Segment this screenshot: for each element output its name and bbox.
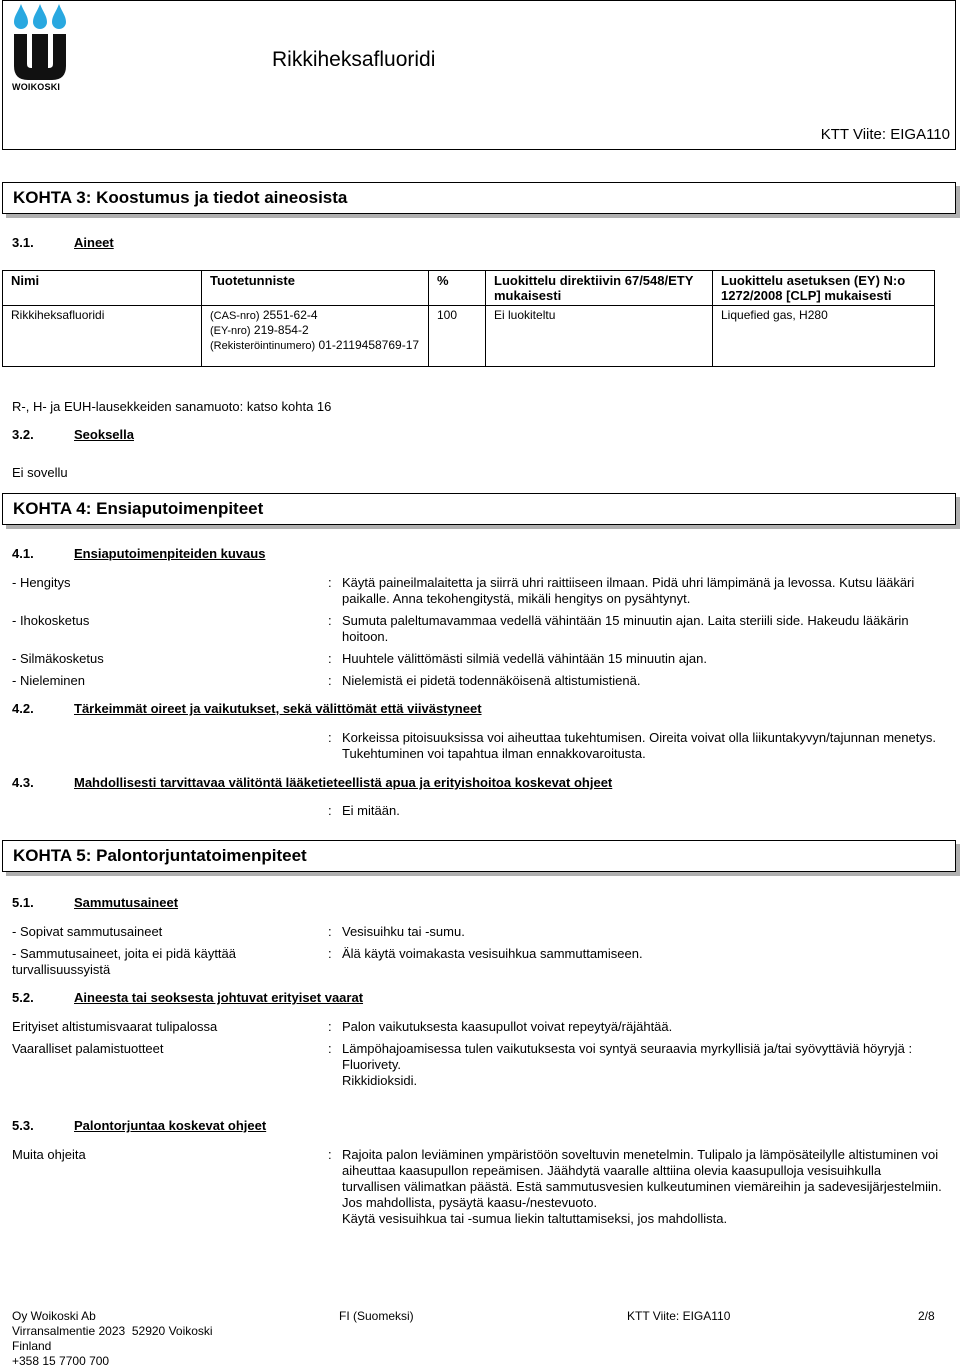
row-text-unsuitable-media: Älä käytä voimakasta vesisuihkua sammuttamiseen. bbox=[342, 946, 643, 961]
subsection-label: Seoksella bbox=[74, 427, 134, 442]
row-text-skin: Sumuta paleltumavammaa vedellä vähintään 15 minuutin ajan. Laita steriili side. Hakeudu lääkärin hoitoon. bbox=[342, 613, 909, 644]
cell-dsd: Ei luokiteltu bbox=[486, 306, 713, 367]
section-3-title: KOHTA 3: Koostumus ja tiedot aineosista bbox=[2, 182, 956, 214]
footer-page-number: 2/8 bbox=[918, 1309, 935, 1323]
document-title: Rikkiheksafluoridi bbox=[272, 48, 436, 71]
composition-table bbox=[2, 270, 935, 367]
footer-reference: KTT Viite: EIGA110 bbox=[627, 1309, 731, 1323]
row-label-inhalation: - Hengitys bbox=[12, 575, 71, 590]
cell-name: Rikkiheksafluoridi bbox=[3, 306, 202, 367]
subsection-3-1 bbox=[12, 235, 114, 250]
subsection-5-3 bbox=[12, 1118, 266, 1133]
row-colon: : bbox=[328, 1147, 332, 1162]
combustion-intro: Lämpöhajoamisessa tulen vaikutuksesta voi syntyä seuraavia myrkyllisiä ja/tai syövyttäviä höyryjä : bbox=[342, 1041, 913, 1056]
col-percent: % bbox=[429, 271, 486, 306]
row-label-skin: - Ihokosketus bbox=[12, 613, 90, 628]
subsection-number: 5.2. bbox=[12, 990, 34, 1005]
footer-address bbox=[12, 1309, 213, 1369]
row-colon: : bbox=[328, 673, 332, 688]
section-5-title: KOHTA 5: Palontorjuntatoimenpiteet bbox=[2, 840, 956, 872]
row-colon: : bbox=[328, 575, 332, 590]
subsection-label: Ensiaputoimenpiteiden kuvaus bbox=[74, 546, 266, 561]
row-label-suitable-media: - Sopivat sammutusaineet bbox=[12, 924, 163, 939]
row-label-eye: - Silmäkosketus bbox=[12, 651, 104, 666]
instructions-line-2: Käytä vesisuihkua tai -sumua liekin taltuttamiseksi, jos mahdollista. bbox=[342, 1211, 728, 1226]
subsection-number: 5.3. bbox=[12, 1118, 34, 1133]
subsection-3-2 bbox=[12, 427, 134, 442]
subsection-label: Sammutusaineet bbox=[74, 895, 179, 910]
row-text-eye: Huuhtele välittömästi silmiä vedellä vähintään 15 minuutin ajan. bbox=[342, 651, 707, 666]
subsection-number: 4.1. bbox=[12, 546, 34, 561]
subsection-label: Aineet bbox=[74, 235, 114, 250]
subsection-4-3 bbox=[12, 775, 612, 790]
col-dsd: Luokittelu direktiivin 67/548/ETY mukaisesti bbox=[486, 271, 713, 306]
row-text-inhalation: Käytä paineilmalaitetta ja siirrä uhri raittiiseen ilmaan. Pidä uhri lämpimänä ja levossa. Kutsu lääkäri paikalle. Anna tekohengitystä, mikäli hengitys on pysähtynyt. bbox=[342, 575, 915, 606]
row-colon: : bbox=[328, 613, 332, 628]
row-label-unsuitable-media: - Sammutusaineet, joita ei pidä käyttää turvallisuussyistä bbox=[12, 946, 237, 977]
medical-advice-text: Ei mitään. bbox=[342, 803, 400, 818]
row-label-fire-hazards: Erityiset altistumisvaarat tulipalossa bbox=[12, 1019, 218, 1034]
subsection-number: 3.2. bbox=[12, 427, 34, 442]
instructions-paragraph: Rajoita palon leviäminen ympäristöön soveltuvin menetelmin. Tulipalo ja lämpösäteilylle altistuminen voi aiheuttaa kaasupullon repeämisen. Jäähdytä vaaralle alttiina olevia kaasupulloja vesisuihkulla turvallisen välimatkan päästä. Estä sammutusvesien kulkeutuminen viemäreihin ja sadevesijärjestelmiin. bbox=[342, 1147, 942, 1194]
symptoms-text: Korkeissa pitoisuuksissa voi aiheuttaa tukehtumisen. Oireita voivat olla liikuntakyvyn/tajunnan menetys. Tukehtuminen voi tapahtua ilman ennakkovaroitusta. bbox=[342, 730, 936, 761]
subsection-number: 3.1. bbox=[12, 235, 34, 250]
cas-number: 2551-62-4 bbox=[262, 308, 318, 322]
row-text-ingestion: Nielemistä ei pidetä todennäköisenä altistumistienä. bbox=[342, 673, 641, 688]
row-label-other-instructions: Muita ohjeita bbox=[12, 1147, 86, 1162]
table-header-row bbox=[3, 271, 935, 306]
combustion-product-2: Rikkidioksidi. bbox=[342, 1073, 418, 1088]
cell-clp: Liquefied gas, H280 bbox=[713, 306, 935, 367]
row-text-fire-hazards: Palon vaikutuksesta kaasupullot voivat repeytyä/räjähtää. bbox=[342, 1019, 673, 1034]
subsection-4-1 bbox=[12, 546, 265, 561]
ey-number: 219-854-2 bbox=[253, 323, 309, 337]
footer-phone: +358 15 7700 700 bbox=[12, 1354, 110, 1368]
subsection-number: 4.3. bbox=[12, 775, 34, 790]
row-text-other-instructions bbox=[342, 1147, 942, 1227]
footer-street: Virransalmentie 2023 bbox=[12, 1324, 126, 1338]
cell-identifier bbox=[202, 306, 429, 367]
footer-country: Finland bbox=[12, 1339, 52, 1353]
row-colon: : bbox=[328, 924, 332, 939]
col-clp: Luokittelu asetuksen (EY) N:o 1272/2008 [CLP] mukaisesti bbox=[713, 271, 935, 306]
table-row bbox=[3, 306, 935, 367]
subsection-5-1 bbox=[12, 895, 178, 910]
ey-label: (EY-nro) bbox=[210, 325, 251, 337]
header-box bbox=[2, 0, 956, 150]
subsection-label: Mahdollisesti tarvittavaa välitöntä lääketieteellistä apua ja erityishoitoa koskevat ohjeet bbox=[74, 775, 613, 790]
col-name: Nimi bbox=[3, 271, 202, 306]
row-text-suitable-media: Vesisuihku tai -sumu. bbox=[342, 924, 465, 939]
row-colon: : bbox=[328, 1019, 332, 1034]
subsection-label: Tärkeimmät oireet ja vaikutukset, sekä välittömät että viivästyneet bbox=[74, 701, 482, 716]
row-colon: : bbox=[328, 730, 332, 745]
row-text-combustion-products bbox=[342, 1041, 922, 1089]
reg-label: (Rekisteröintinumero) bbox=[210, 340, 316, 352]
row-colon: : bbox=[328, 803, 332, 818]
subsection-5-2 bbox=[12, 990, 363, 1005]
cas-label: (CAS-nro) bbox=[210, 310, 260, 322]
subsection-label: Aineesta tai seoksesta johtuvat erityiset vaarat bbox=[74, 990, 364, 1005]
subsection-4-2 bbox=[12, 701, 482, 716]
mixtures-text: Ei sovellu bbox=[12, 465, 68, 480]
subsection-number: 5.1. bbox=[12, 895, 34, 910]
woikoski-logo-icon bbox=[10, 2, 70, 94]
footer-language: FI (Suomeksi) bbox=[339, 1309, 414, 1323]
row-colon: : bbox=[328, 651, 332, 666]
header-reference: KTT Viite: EIGA110 bbox=[820, 126, 950, 143]
row-colon: : bbox=[328, 1041, 332, 1056]
phrases-note: R-, H- ja EUH-lausekkeiden sanamuoto: katso kohta 16 bbox=[12, 399, 332, 414]
subsection-label: Palontorjuntaa koskevat ohjeet bbox=[74, 1118, 267, 1133]
cell-percent: 100 bbox=[429, 306, 486, 367]
row-colon: : bbox=[328, 946, 332, 961]
row-label-ingestion: - Nieleminen bbox=[12, 673, 85, 688]
combustion-product-1: Fluorivety. bbox=[342, 1057, 401, 1072]
footer-postal: 52920 Voikoski bbox=[131, 1324, 213, 1338]
logo-text: WOIKOSKI bbox=[12, 82, 61, 92]
reg-number: 01-2119458769-17 bbox=[318, 338, 420, 352]
instructions-line-1: Jos mahdollista, pysäytä kaasu-/nestevuoto. bbox=[342, 1195, 598, 1210]
row-label-combustion-products: Vaaralliset palamistuotteet bbox=[12, 1041, 164, 1056]
section-4-title: KOHTA 4: Ensiaputoimenpiteet bbox=[2, 493, 956, 525]
col-identifier: Tuotetunniste bbox=[202, 271, 429, 306]
footer-company: Oy Woikoski Ab bbox=[12, 1309, 96, 1323]
subsection-number: 4.2. bbox=[12, 701, 34, 716]
